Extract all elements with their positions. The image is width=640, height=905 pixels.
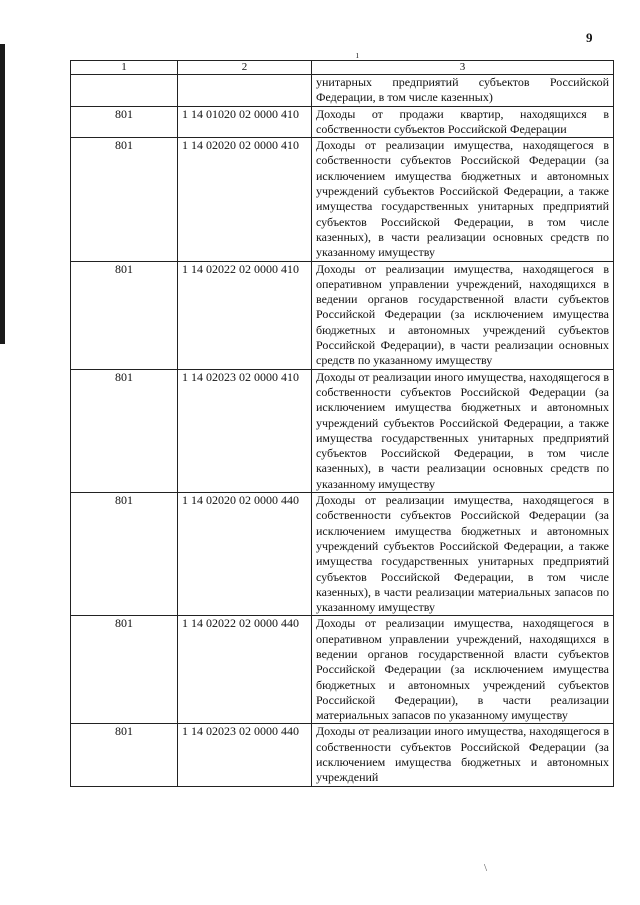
scan-edge-bar bbox=[0, 44, 5, 344]
table-header-row bbox=[71, 61, 614, 75]
description-cell: Доходы от реализации имущества, находящегося в собственности субъектов Российской Федерации (за исключением имущества бюджетных и автономных учреждений субъектов Российской Федерации, а также имущества государственных унитарных предприятий субъектов Российской Федерации, в том числе казенных), в части реализации основных средств по указанному имуществу bbox=[312, 138, 614, 261]
column-header-2: 2 bbox=[178, 61, 312, 75]
table-row bbox=[71, 724, 614, 786]
description-cell: Доходы от реализации имущества, находящегося в оперативном управлении учреждений, находящихся в ведении органов государственной власти субъектов Российской Федерации (за исключением имущества бюджетных и автономных учреждений субъектов Российской Федерации), в части реализации основных средств по указанному имуществу bbox=[312, 261, 614, 369]
description-cell: Доходы от реализации имущества, находящегося в собственности субъектов Российской Федерации (за исключением имущества бюджетных и автономных учреждений субъектов Российской Федерации, а также имущества государственных унитарных предприятий субъектов Российской Федерации, в том числе казенных), в части реализации материальных запасов по указанному имуществу bbox=[312, 493, 614, 616]
admin-code-cell: 801 bbox=[71, 369, 178, 492]
table-row bbox=[71, 75, 614, 107]
kbk-code-cell: 1 14 02023 02 0000 440 bbox=[178, 724, 312, 786]
description-cell: Доходы от реализации иного имущества, находящегося в собственности субъектов Российской Федерации (за исключением имущества бюджетных и автономных учреждений bbox=[312, 724, 614, 786]
description-cell: унитарных предприятий субъектов Российской Федерации, в том числе казенных) bbox=[312, 75, 614, 107]
description-cell: Доходы от продажи квартир, находящихся в собственности субъектов Российской Федерации bbox=[312, 106, 614, 138]
kbk-code-cell: 1 14 02023 02 0000 410 bbox=[178, 369, 312, 492]
table-row bbox=[71, 106, 614, 138]
admin-code-cell: 801 bbox=[71, 724, 178, 786]
table-row bbox=[71, 261, 614, 369]
table-row bbox=[71, 616, 614, 724]
kbk-code-cell: 1 14 02020 02 0000 440 bbox=[178, 493, 312, 616]
table-row bbox=[71, 369, 614, 492]
scan-mark-bottom: \ bbox=[484, 862, 488, 874]
kbk-code-cell: 1 14 02022 02 0000 410 bbox=[178, 261, 312, 369]
page-number: 9 bbox=[586, 30, 593, 45]
table-row bbox=[71, 493, 614, 616]
revenue-codes-table bbox=[70, 60, 614, 787]
admin-code-cell: 801 bbox=[71, 616, 178, 724]
scan-mark-top: ı bbox=[356, 50, 359, 61]
kbk-code-cell: 1 14 02022 02 0000 440 bbox=[178, 616, 312, 724]
admin-code-cell: 801 bbox=[71, 106, 178, 138]
kbk-code-cell: 1 14 01020 02 0000 410 bbox=[178, 106, 312, 138]
description-cell: Доходы от реализации иного имущества, находящегося в собственности субъектов Российской Федерации (за исключением имущества бюджетных и автономных учреждений субъектов Российской Федерации, а также имущества государственных унитарных предприятий субъектов Российской Федерации, в том числе казенных), в части реализации основных средств по указанному имуществу bbox=[312, 369, 614, 492]
kbk-code-cell bbox=[178, 75, 312, 107]
admin-code-cell: 801 bbox=[71, 138, 178, 261]
column-header-3: 3 bbox=[312, 61, 614, 75]
kbk-code-cell: 1 14 02020 02 0000 410 bbox=[178, 138, 312, 261]
description-cell: Доходы от реализации имущества, находящегося в оперативном управлении учреждений, находящихся в ведении органов государственной власти субъектов Российской Федерации (за исключением имущества бюджетных и автономных учреждений субъектов Российской Федерации), в части реализации материальных запасов по указанному имуществу bbox=[312, 616, 614, 724]
column-header-1: 1 bbox=[71, 61, 178, 75]
table-row bbox=[71, 138, 614, 261]
admin-code-cell: 801 bbox=[71, 261, 178, 369]
admin-code-cell: 801 bbox=[71, 493, 178, 616]
admin-code-cell bbox=[71, 75, 178, 107]
